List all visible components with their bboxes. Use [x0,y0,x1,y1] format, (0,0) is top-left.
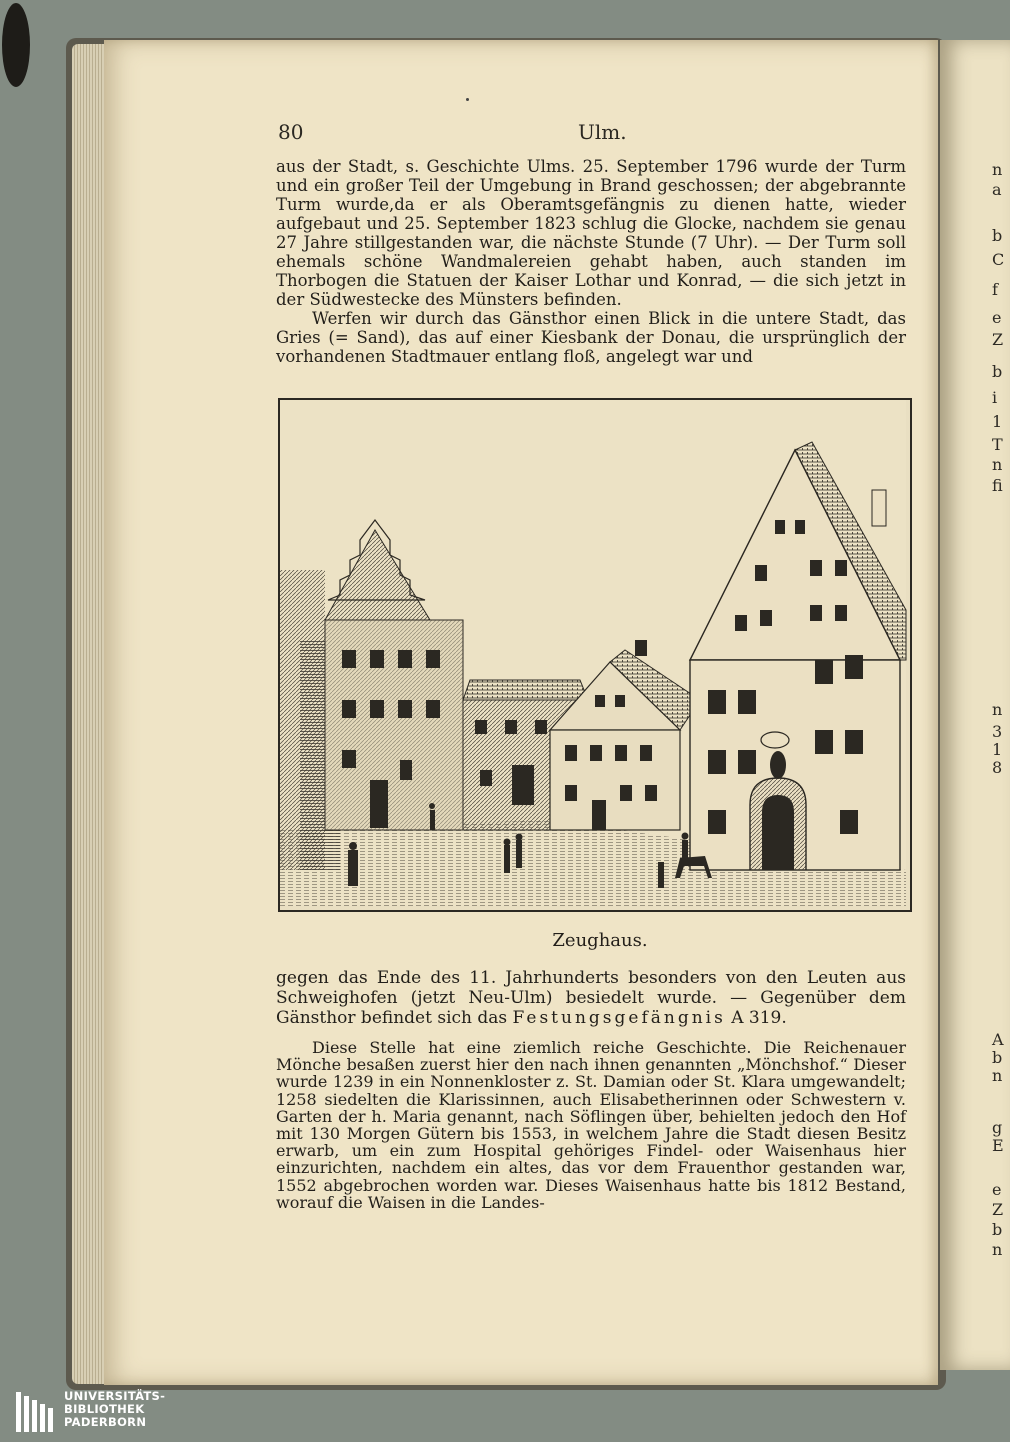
next-page-fragment: n [992,455,1003,474]
next-page-fragment: Z [992,330,1004,349]
running-title: Ulm. [578,120,627,144]
next-page-fragment: b [992,226,1003,245]
next-page-round-stamp [0,0,12,90]
spaced-term: Festungsgefängnis [512,1008,726,1028]
next-page-fragment: 3 [992,722,1003,741]
next-page-fragment: E [992,1136,1004,1155]
paragraph: Werfen wir durch das Gänsthor einen Blick in die untere Stadt, das Gries (= Sand), das auf einer Kiesbank der Donau, die ursprünglich der vorhandenen Stadtmauer entlang floß, angelegt war und [276,309,906,366]
next-page-fragment: n [992,1066,1003,1085]
figure-caption: Zeughaus. [552,930,648,951]
logo-line: BIBLIOTHEK [64,1402,145,1416]
next-page-fragment: 1 [992,740,1003,759]
next-page-fragment: 1 [992,412,1003,431]
paragraph-lead: gegen das Ende des 11. Jahrhunderts besonders von den Leuten aus Schweighofen (jetzt Neu-Ulm) besiedelt wurde. — Gegenüber dem Gänsthor befindet sich das [276,968,906,1028]
next-page-fragment: e [992,308,1002,327]
next-page-fragment: Z [992,1200,1004,1219]
body-text-bottom [276,968,906,1028]
next-page-fragment: f [992,280,998,299]
next-page-fragment: b [992,1220,1003,1239]
paragraph: aus der Stadt, s. Geschichte Ulms. 25. September 1796 wurde der Turm und ein großer Teil der Umgebung in Brand geschossen; der abgebrannte Turm wurde,da er als Oberamtsgefängnis zu dienen hatte, wieder aufgebaut und 25. September 1823 schlug die Glocke, nachdem sie genau 27 Jahre stillgestanden war, die nächste Stunde (7 Uhr). — Der Turm soll ehemals schöne Wandmalereien gehabt haben, auch standen im Thorbogen die Statuen der Kaiser Lothar und Konrad, — die sich jetzt in der Südwestecke des Münsters befinden. [276,157,906,309]
next-page-fragment: n [992,700,1003,719]
book-page-edges [72,44,108,1384]
body-text-bottom-2 [276,1039,906,1211]
paragraph: Diese Stelle hat eine ziemlich reiche Geschichte. Die Reichenauer Mönche besaßen zuerst hier den nach ihnen genannten „Mönchshof.“ Dieser wurde 1239 in ein Nonnenkloster z. St. Damian oder St. Klara umgewandelt; 1258 siedelten die Klarissinnen, auch Elisabetherinnen oder Schwestern v. Garten der h. Maria genannt, nach Söflingen über, behielten jedoch den Hof mit 130 Morgen Gütern bis 1553, in welchem Jahre die Stadt diesen Besitz erwarb, um ein zum Hospital gehöriges Findel- oder Waisenhaus hier einzurichten, nachdem ein altes, das vor dem Frauenthor gestanden war, 1552 abgebrochen worden war. Dieses Waisenhaus hatte bis 1812 Bestand, worauf die Waisen in die Landes- [276,1038,906,1212]
next-page-fragment: b [992,1048,1003,1067]
next-page-fragment: n [992,1240,1003,1259]
next-page-fragment: 8 [992,758,1003,777]
library-logo-icon [14,1390,58,1434]
library-logo [14,1390,204,1436]
body-text-top [276,157,906,366]
next-page-fragment: C [992,250,1005,269]
next-page-fragment: a [992,180,1002,199]
next-page-fragment: T [992,435,1003,454]
next-page-fragment: e [992,1180,1002,1199]
next-page-fragment: b [992,362,1003,381]
library-logo-text [64,1390,165,1429]
next-page-fragment: g [992,1118,1003,1137]
next-page-edge [940,40,1010,1370]
logo-line: PADERBORN [64,1415,147,1429]
next-page-fragment: i [992,388,998,407]
zeughaus-engraving [278,398,912,912]
next-page-fragment: n [992,160,1003,179]
paragraph [276,968,906,1028]
paragraph-tail: A 319. [731,1008,787,1028]
engraving-illustration [280,400,906,906]
paper-speck [466,98,469,101]
next-page-fragment: A [992,1030,1004,1049]
next-page-fragment: fi [992,476,1003,495]
page-number: 80 [278,120,304,144]
logo-line: UNIVERSITÄTS- [64,1389,166,1403]
